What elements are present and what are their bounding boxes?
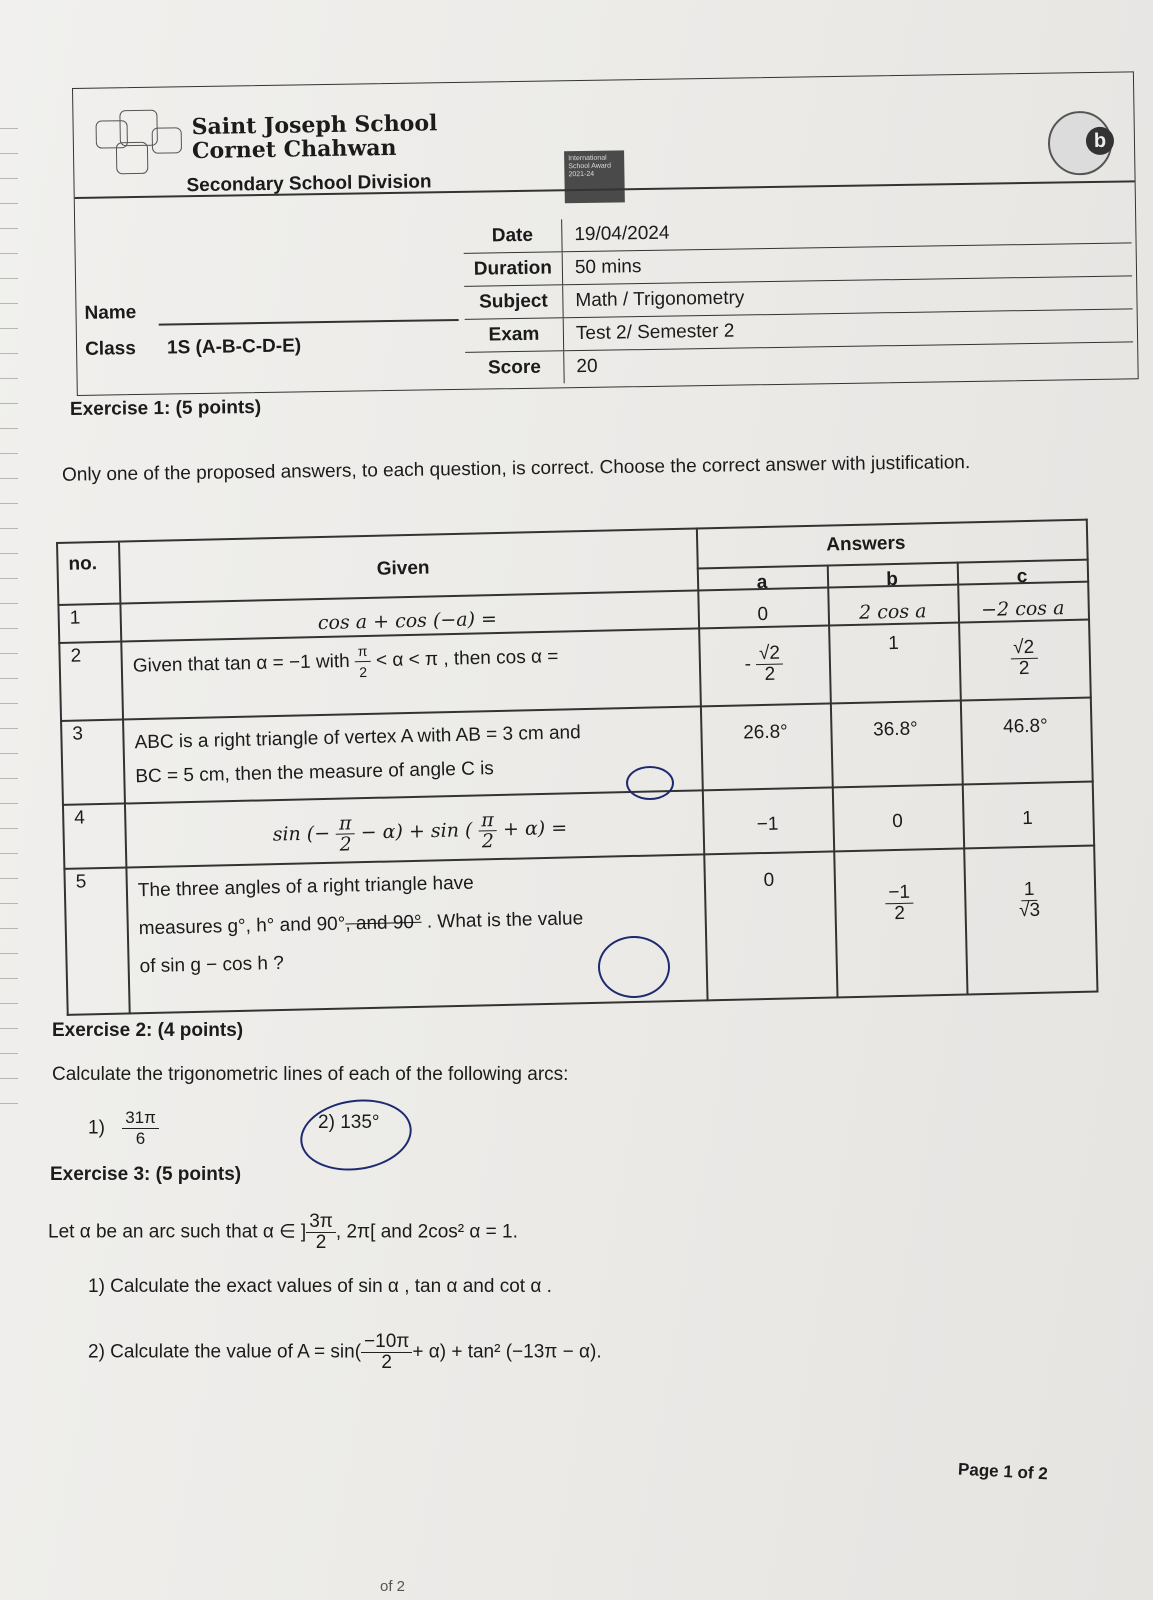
- row3-given: [134, 716, 582, 794]
- frac-num: 1: [1021, 880, 1038, 901]
- frac-den: 2: [315, 1232, 327, 1253]
- frac-den: 2: [894, 902, 906, 925]
- row3-given-line1: ABC is a right triangle of vertex A with AB = 3 cm and: [134, 722, 581, 754]
- page-number: Page 1 of 2: [957, 1459, 1049, 1484]
- frac-num: π: [478, 810, 497, 831]
- frac-den: 6: [135, 1129, 146, 1148]
- frac-num: π: [336, 813, 355, 834]
- row5-given-line2-post: . What is the value: [426, 908, 584, 933]
- frac-den: 2: [764, 663, 776, 685]
- row4-answer-c: 1: [1021, 807, 1034, 830]
- frac-num: 3π: [306, 1212, 336, 1233]
- exercise1-title: Exercise 1: (5 points): [69, 396, 262, 421]
- frac-den: 2: [381, 1352, 392, 1373]
- row4-fraction2: [478, 810, 497, 851]
- question2-pre: 2) Calculate the value of A = sin(: [88, 1341, 362, 1363]
- row3-answer-b: 36.8°: [872, 718, 918, 741]
- row4-answer-b: 0: [892, 810, 904, 833]
- frac-num: −10π: [361, 1332, 412, 1353]
- exercise3-question1: 1) Calculate the exact values of sin α , tan α and cot α .: [88, 1276, 552, 1297]
- col-a-header: a: [756, 571, 768, 594]
- col-answers-header: Answers: [826, 532, 906, 556]
- row1-answer-c: −2 cos a: [980, 597, 1065, 622]
- row5-given: [138, 862, 585, 986]
- statement-pre: Let α be an arc such that α ∈ ]: [48, 1221, 307, 1243]
- row5-b-fraction: [885, 883, 914, 925]
- row2-given-pre: Given that tan α = −1 with: [132, 650, 350, 677]
- exercise3-statement: [48, 1212, 518, 1253]
- info-value: 20: [576, 355, 598, 378]
- qcm-table: [56, 519, 1098, 1016]
- pen-circle-mark: [598, 936, 670, 998]
- row2-given: [132, 637, 558, 688]
- row2-a-fraction: [756, 644, 784, 686]
- school-name-line1: Saint Joseph School: [191, 110, 438, 141]
- frac-den: 2: [1018, 657, 1030, 680]
- award-logo: International School Award 2021-24: [564, 150, 625, 203]
- row3-answer-a: 26.8°: [742, 721, 789, 744]
- row3-given-line2: BC = 5 cm, then the measure of angle C is: [135, 758, 495, 788]
- school-logo-icon: [95, 109, 182, 178]
- exercise3-title: Exercise 3: (5 points): [50, 1164, 242, 1185]
- frac-den: √3: [1018, 899, 1041, 922]
- exercise2-item1: [88, 1108, 159, 1149]
- info-value: 19/04/2024: [574, 222, 670, 246]
- row5-given-line1: The three angles of a right triangle have: [137, 872, 474, 902]
- row4-answer-a: −1: [756, 813, 779, 836]
- school-badge-icon: [1047, 111, 1112, 176]
- row2-c-fraction: [1010, 638, 1038, 680]
- row5-given-strike: , and 90°: [345, 911, 422, 935]
- info-label: Subject: [464, 285, 563, 319]
- row2-given-post: < α < π , then cos α =: [375, 646, 559, 672]
- pen-circle-mark: [296, 1093, 417, 1178]
- badge-letter: b: [1086, 127, 1114, 155]
- statement-fraction: [306, 1212, 336, 1253]
- row5-answer-c: [964, 879, 1095, 923]
- row5-no: 5: [75, 871, 87, 893]
- row2-answer-c: [958, 637, 1089, 681]
- school-division: Secondary School Division: [186, 171, 432, 197]
- frac-num: √2: [1010, 638, 1037, 660]
- item2-value: 135°: [340, 1112, 380, 1133]
- row4-given: [272, 808, 567, 856]
- row4-given-post: + α) =: [502, 816, 568, 841]
- row1-answer-a: 0: [757, 603, 769, 626]
- col-c-header: c: [1016, 565, 1028, 588]
- class-row: [85, 335, 301, 360]
- frac-num: √2: [756, 644, 783, 666]
- exercise2-title: Exercise 2: (4 points): [52, 1020, 244, 1041]
- row1-no: 1: [69, 607, 81, 629]
- row4-given-mid: − α) + sin (: [360, 819, 473, 844]
- item-number: 2): [318, 1112, 335, 1133]
- info-value: Test 2/ Semester 2: [575, 320, 735, 345]
- frac-num: 31π: [122, 1108, 159, 1129]
- row2-no: 2: [70, 645, 82, 667]
- info-value: 50 mins: [574, 256, 642, 279]
- notebook-edge: [0, 128, 18, 1228]
- row5-answer-b: [834, 881, 965, 925]
- info-label: Score: [465, 351, 564, 385]
- frac-num: −1: [885, 883, 913, 905]
- frac-den: 2: [339, 833, 352, 856]
- row4-given-pre: sin (−: [272, 822, 331, 846]
- row4-fraction1: [336, 813, 355, 854]
- info-value: Math / Trigonometry: [575, 287, 745, 312]
- statement-post: , 2π[ and 2cos² α = 1.: [335, 1221, 518, 1243]
- row5-c-fraction: [1018, 880, 1040, 921]
- exercise1-instructions: Only one of the proposed answers, to each question, is correct. Choose the correct answer with justification.: [61, 452, 971, 486]
- row2-answer-a: [699, 643, 830, 687]
- item1-fraction: [122, 1108, 159, 1149]
- exercise3-question2: [88, 1332, 602, 1373]
- class-label: Class: [84, 338, 136, 360]
- exercise2-instruction: Calculate the trigonometric lines of each of the following arcs:: [52, 1064, 569, 1085]
- col-given-header: Given: [376, 557, 430, 580]
- info-label: Duration: [464, 252, 563, 286]
- name-field[interactable]: [159, 319, 459, 325]
- minus-sign: -: [744, 653, 752, 675]
- row5-given-line3: of sin g − cos h ?: [139, 952, 285, 978]
- question2-fraction: [361, 1332, 412, 1373]
- frac-den: 2: [359, 663, 368, 681]
- row1-answer-b: 2 cos a: [858, 600, 927, 624]
- question2-post: + α) + tan² (−13π − α).: [412, 1341, 602, 1363]
- row3-answer-c: 46.8°: [1002, 715, 1048, 738]
- col-b-header: b: [886, 568, 899, 591]
- col-no-header: no.: [68, 553, 98, 575]
- pen-circle-mark: [626, 766, 674, 800]
- info-label: Exam: [465, 318, 564, 352]
- row5-answer-a: 0: [763, 869, 775, 892]
- row1-given: cos a + cos (−a) =: [317, 608, 498, 635]
- school-name: [191, 111, 438, 163]
- frac-den: 2: [481, 830, 495, 853]
- row3-no: 3: [72, 723, 84, 745]
- info-label: Date: [463, 219, 562, 253]
- class-value: 1S (A-B-C-D-E): [166, 335, 302, 359]
- school-name-line2: Cornet Chahwan: [191, 134, 397, 165]
- item-number: 1): [88, 1117, 105, 1139]
- row2-fraction: [355, 641, 372, 682]
- exam-header: [72, 71, 1139, 396]
- frac-num: π: [355, 641, 371, 662]
- row2-answer-b: 1: [887, 632, 900, 655]
- row5-given-line2-pre: measures g°, h° and 90°: [138, 913, 346, 940]
- bleed-through-text: of 2: [380, 1578, 406, 1595]
- exam-info-grid: [463, 210, 1133, 384]
- name-label: Name: [84, 302, 137, 324]
- row4-no: 4: [74, 807, 86, 829]
